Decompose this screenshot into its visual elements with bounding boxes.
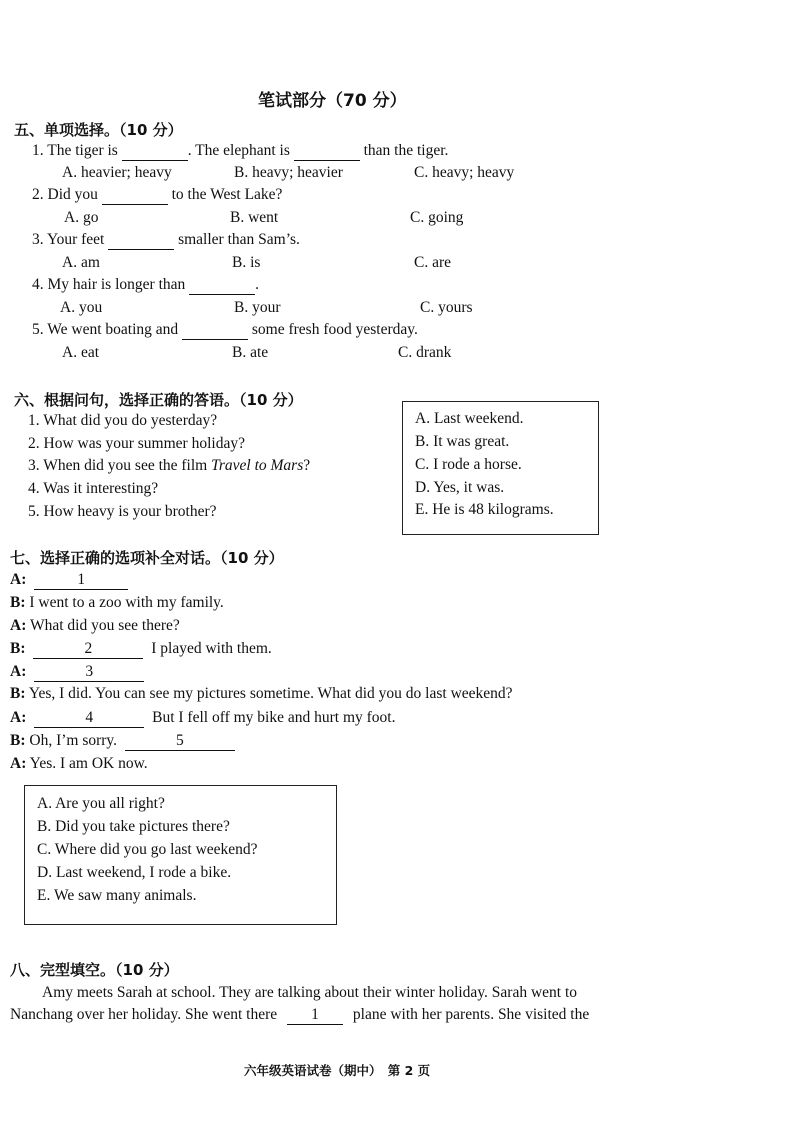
dialogue-line	[10, 594, 224, 612]
question-text: We went boating and	[47, 321, 179, 338]
dialogue-text: But I fell off my bike and hurt my foot.	[152, 709, 396, 726]
film-title: Travel to Mars	[211, 457, 304, 474]
dialogue-line	[10, 617, 180, 635]
dialogue-text: Oh, I’m sorry.	[29, 732, 118, 749]
speaker-label: B:	[10, 685, 26, 702]
page-footer: 六年级英语试卷（期中） 第 2 页	[244, 1063, 431, 1078]
option-a: A. heavier; heavy	[62, 164, 172, 181]
dialogue-line	[10, 709, 395, 728]
question-text: Did you	[47, 186, 98, 203]
dialogue-text: I went to a zoo with my family.	[29, 594, 224, 611]
answer-option-d: D. Yes, it was.	[415, 479, 505, 496]
section-7-heading: 七、选择正确的选项补全对话。（10 分）	[10, 549, 284, 567]
question-6-5: 5. How heavy is your brother?	[28, 503, 217, 520]
dialogue-option-b: B. Did you take pictures there?	[37, 818, 230, 835]
answer-blank[interactable]: 2	[33, 641, 143, 659]
option-b: B. ate	[232, 344, 269, 361]
answer-blank[interactable]	[189, 277, 255, 295]
passage-line-2	[10, 1006, 589, 1025]
answer-blank[interactable]: 1	[287, 1007, 343, 1025]
option-a: A. go	[64, 209, 99, 226]
speaker-label: A:	[10, 571, 27, 588]
answer-options-box	[402, 401, 599, 535]
question-text: smaller than Sam’s.	[178, 231, 300, 248]
question-5-1	[32, 142, 448, 161]
question-text: . The elephant is	[187, 142, 290, 159]
section-8-heading: 八、完型填空。（10 分）	[10, 961, 179, 979]
option-a: A. eat	[62, 344, 100, 361]
section-6-heading: 六、根据问句，选择正确的答语。（10 分）	[14, 391, 303, 409]
question-6-2: 2. How was your summer holiday?	[28, 435, 245, 452]
option-b: B. your	[234, 299, 281, 316]
question-number: 1.	[32, 142, 44, 159]
question-5-4	[32, 276, 259, 295]
dialogue-option-d: D. Last weekend, I rode a bike.	[37, 864, 232, 881]
dialogue-line	[10, 732, 235, 751]
answer-blank[interactable]: 3	[34, 664, 144, 682]
option-b: B. heavy; heavier	[234, 164, 343, 181]
dialogue-option-e: E. We saw many animals.	[37, 887, 197, 904]
dialogue-line	[10, 571, 128, 590]
speaker-label: A:	[10, 709, 27, 726]
passage-line-1: Amy meets Sarah at school. They are talking about their winter holiday. Sarah went to	[42, 984, 578, 1001]
answer-option-c: C. I rode a horse.	[415, 456, 522, 473]
passage-text: plane with her parents. She visited the	[352, 1006, 590, 1023]
speaker-label: A:	[10, 617, 27, 634]
dialogue-line	[10, 755, 148, 773]
speaker-label: A:	[10, 755, 27, 772]
question-5-3	[32, 231, 300, 250]
question-mark: ?	[303, 457, 311, 474]
dialogue-text: What did you see there?	[29, 617, 180, 634]
question-number: 4.	[32, 276, 44, 293]
option-a: A. am	[62, 254, 100, 271]
question-text: My hair is longer than	[47, 276, 186, 293]
answer-blank[interactable]: 1	[34, 572, 128, 590]
answer-blank[interactable]: 4	[34, 710, 144, 728]
question-text: Your feet	[46, 231, 105, 248]
answer-option-b: B. It was great.	[415, 433, 510, 450]
answer-blank[interactable]	[182, 322, 248, 340]
option-c: C. are	[414, 254, 452, 271]
question-text: .	[255, 276, 260, 293]
option-b: B. is	[232, 254, 261, 271]
question-text: 3. When did you see the film	[28, 457, 208, 474]
dialogue-line	[10, 663, 144, 682]
question-6-1: 1. What did you do yesterday?	[28, 412, 218, 429]
dialogue-option-a: A. Are you all right?	[37, 795, 165, 812]
section-5-heading: 五、单项选择。（10 分）	[14, 121, 183, 139]
dialogue-text: Yes, I did. You can see my pictures sometime. What did you do last weekend?	[28, 685, 513, 702]
answer-blank[interactable]	[122, 143, 188, 161]
question-6-4: 4. Was it interesting?	[28, 480, 159, 497]
answer-option-a: A. Last weekend.	[415, 410, 524, 427]
option-b: B. went	[230, 209, 279, 226]
question-text: to the West Lake?	[171, 186, 283, 203]
page-title: 笔试部分（70 分）	[258, 91, 407, 111]
dialogue-line	[10, 685, 513, 703]
passage-text: Nanchang over her holiday. She went there	[10, 1006, 278, 1023]
question-5-2	[32, 186, 282, 205]
dialogue-line	[10, 640, 272, 659]
question-number: 5.	[32, 321, 44, 338]
question-number: 2.	[32, 186, 44, 203]
answer-blank[interactable]	[294, 143, 360, 161]
option-c: C. drank	[398, 344, 452, 361]
option-c: C. yours	[420, 299, 473, 316]
dialogue-option-c: C. Where did you go last weekend?	[37, 841, 258, 858]
option-c: C. going	[410, 209, 464, 226]
question-text: some fresh food yesterday.	[251, 321, 418, 338]
question-number: 3.	[32, 231, 44, 248]
speaker-label: B:	[10, 732, 26, 749]
question-text: than the tiger.	[363, 142, 449, 159]
speaker-label: B:	[10, 640, 26, 657]
answer-blank[interactable]	[108, 232, 174, 250]
option-c: C. heavy; heavy	[414, 164, 515, 181]
option-a: A. you	[60, 299, 103, 316]
answer-option-e: E. He is 48 kilograms.	[415, 501, 554, 518]
dialogue-text: I played with them.	[151, 640, 272, 657]
dialogue-text: Yes. I am OK now.	[29, 755, 148, 772]
dialogue-options-box	[24, 785, 337, 925]
question-5-5	[32, 321, 418, 340]
question-text: The tiger is	[47, 142, 118, 159]
speaker-label: B:	[10, 594, 26, 611]
answer-blank[interactable]: 5	[125, 733, 235, 751]
speaker-label: A:	[10, 663, 27, 680]
question-6-3	[28, 457, 310, 475]
answer-blank[interactable]	[102, 187, 168, 205]
